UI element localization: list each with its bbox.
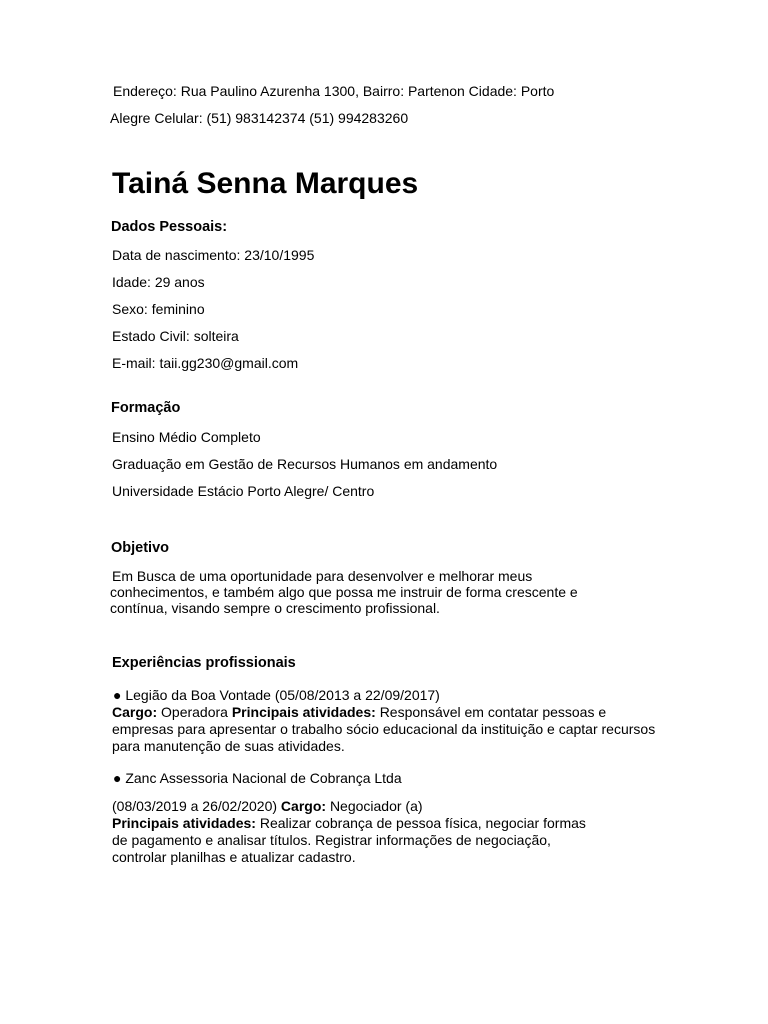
activities-text: Responsável em contatar pessoas e	[379, 704, 607, 720]
job-details-line	[112, 815, 586, 832]
job-details-line: empresas para apresentar o trabalho sócio educacional da instituição e captar recursos	[112, 721, 656, 737]
role-value: Operadora	[161, 704, 228, 720]
objective-line: Em Busca de uma oportunidade para desenvolver e melhorar meus	[112, 568, 533, 584]
address-line-2: Alegre Celular: (51) 983142374 (51) 994283260	[110, 110, 409, 126]
job-details-line: para manutenção de suas atividades.	[112, 738, 345, 754]
candidate-name: Tainá Senna Marques	[112, 167, 419, 200]
job-details-line: de pagamento e analisar títulos. Registrar informações de negociação,	[112, 832, 551, 848]
role-label: Cargo:	[280, 798, 327, 814]
objective-line: conhecimentos, e também algo que possa me instruir de forma crescente e	[110, 584, 578, 600]
objective-line: contínua, visando sempre o crescimento profissional.	[110, 600, 440, 616]
activities-label: Principais atividades:	[231, 704, 376, 720]
objective-heading: Objetivo	[111, 540, 170, 556]
address-line-1: Endereço: Rua Paulino Azurenha 1300, Bairro: Partenon Cidade: Porto	[113, 83, 555, 99]
education-item: Universidade Estácio Porto Alegre/ Centro	[112, 483, 375, 499]
age: Idade: 29 anos	[112, 274, 205, 290]
personal-data-heading: Dados Pessoais:	[111, 219, 228, 235]
role-value: Negociador (a)	[329, 798, 423, 814]
education-item: Ensino Médio Completo	[112, 429, 261, 445]
job-period: (08/03/2019 a 26/02/2020)	[112, 798, 278, 814]
email: E-mail: taii.gg230@gmail.com	[112, 355, 299, 371]
job-title: ● Legião da Boa Vontade (05/08/2013 a 22/09/2017)	[113, 687, 440, 703]
birth-date: Data de nascimento: 23/10/1995	[112, 247, 315, 263]
job-details-line: controlar planilhas e atualizar cadastro.	[112, 849, 356, 865]
job-details-line	[112, 798, 423, 815]
activities-text: Realizar cobrança de pessoa física, negociar formas	[259, 815, 586, 831]
job-title: ● Zanc Assessoria Nacional de Cobrança Ltda	[113, 770, 402, 786]
sex: Sexo: feminino	[112, 301, 205, 317]
education-item: Graduação em Gestão de Recursos Humanos em andamento	[112, 456, 498, 472]
role-label: Cargo:	[112, 704, 158, 720]
education-heading: Formação	[111, 400, 181, 416]
job-details-line	[112, 704, 606, 721]
experience-heading: Experiências profissionais	[112, 655, 296, 671]
activities-label: Principais atividades:	[112, 815, 256, 831]
marital-status: Estado Civil: solteira	[112, 328, 239, 344]
